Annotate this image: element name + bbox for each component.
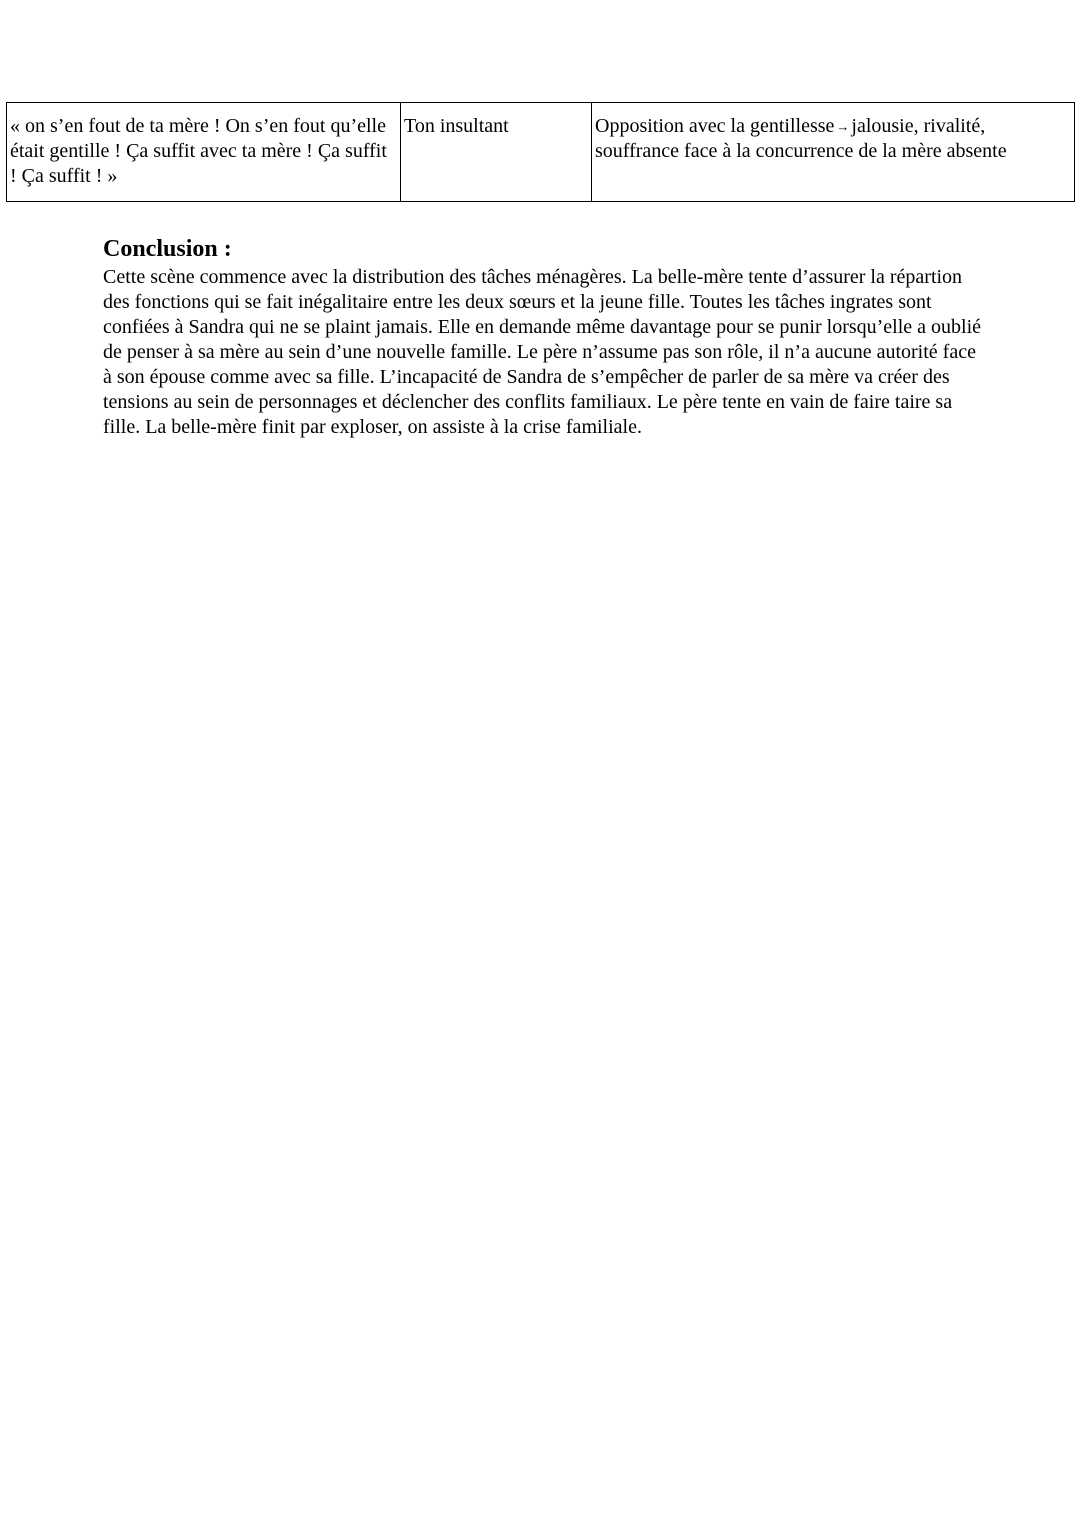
quote-cell: « on s’en fout de ta mère ! On s’en fout qu’elle était gentille ! Ça suffit avec ta mère ! Ça suffit ! Ça suffit ! » <box>7 103 401 202</box>
analysis-table <box>6 102 1075 202</box>
interpretation-text-start: Opposition avec la gentillesse <box>595 115 835 137</box>
conclusion-heading: Conclusion : <box>103 236 232 262</box>
conclusion-section <box>103 233 983 440</box>
table-row <box>7 103 1075 202</box>
tone-cell: Ton insultant <box>401 103 592 202</box>
arrow-right-icon: → <box>836 119 850 134</box>
interpretation-text-end: jalousie, rivalité, souffrance face à la concurrence de la mère absente <box>595 115 1007 162</box>
conclusion-paragraph: Cette scène commence avec la distribution des tâches ménagères. La belle-mère tente d’assurer la répartion des fonctions qui se fait inégalitaire entre les deux sœurs et la jeune fille. Toutes les tâches ingrates sont confiées à Sandra qui ne se plaint jamais. Elle en demande même davantage pour se punir lorsqu’elle a oublié de penser à sa mère au sein d’une nouvelle famille. Le père n’assume pas son rôle, il n’a aucune autorité face à son épouse comme avec sa fille. L’incapacité de Sandra de s’empêcher de parler de sa mère va créer des tensions au sein de personnages et déclencher des conflits familiaux. Le père tente en vain de faire taire sa fille. La belle-mère finit par exploser, on assiste à la crise familiale. <box>103 266 982 438</box>
interpretation-cell <box>592 103 1075 202</box>
